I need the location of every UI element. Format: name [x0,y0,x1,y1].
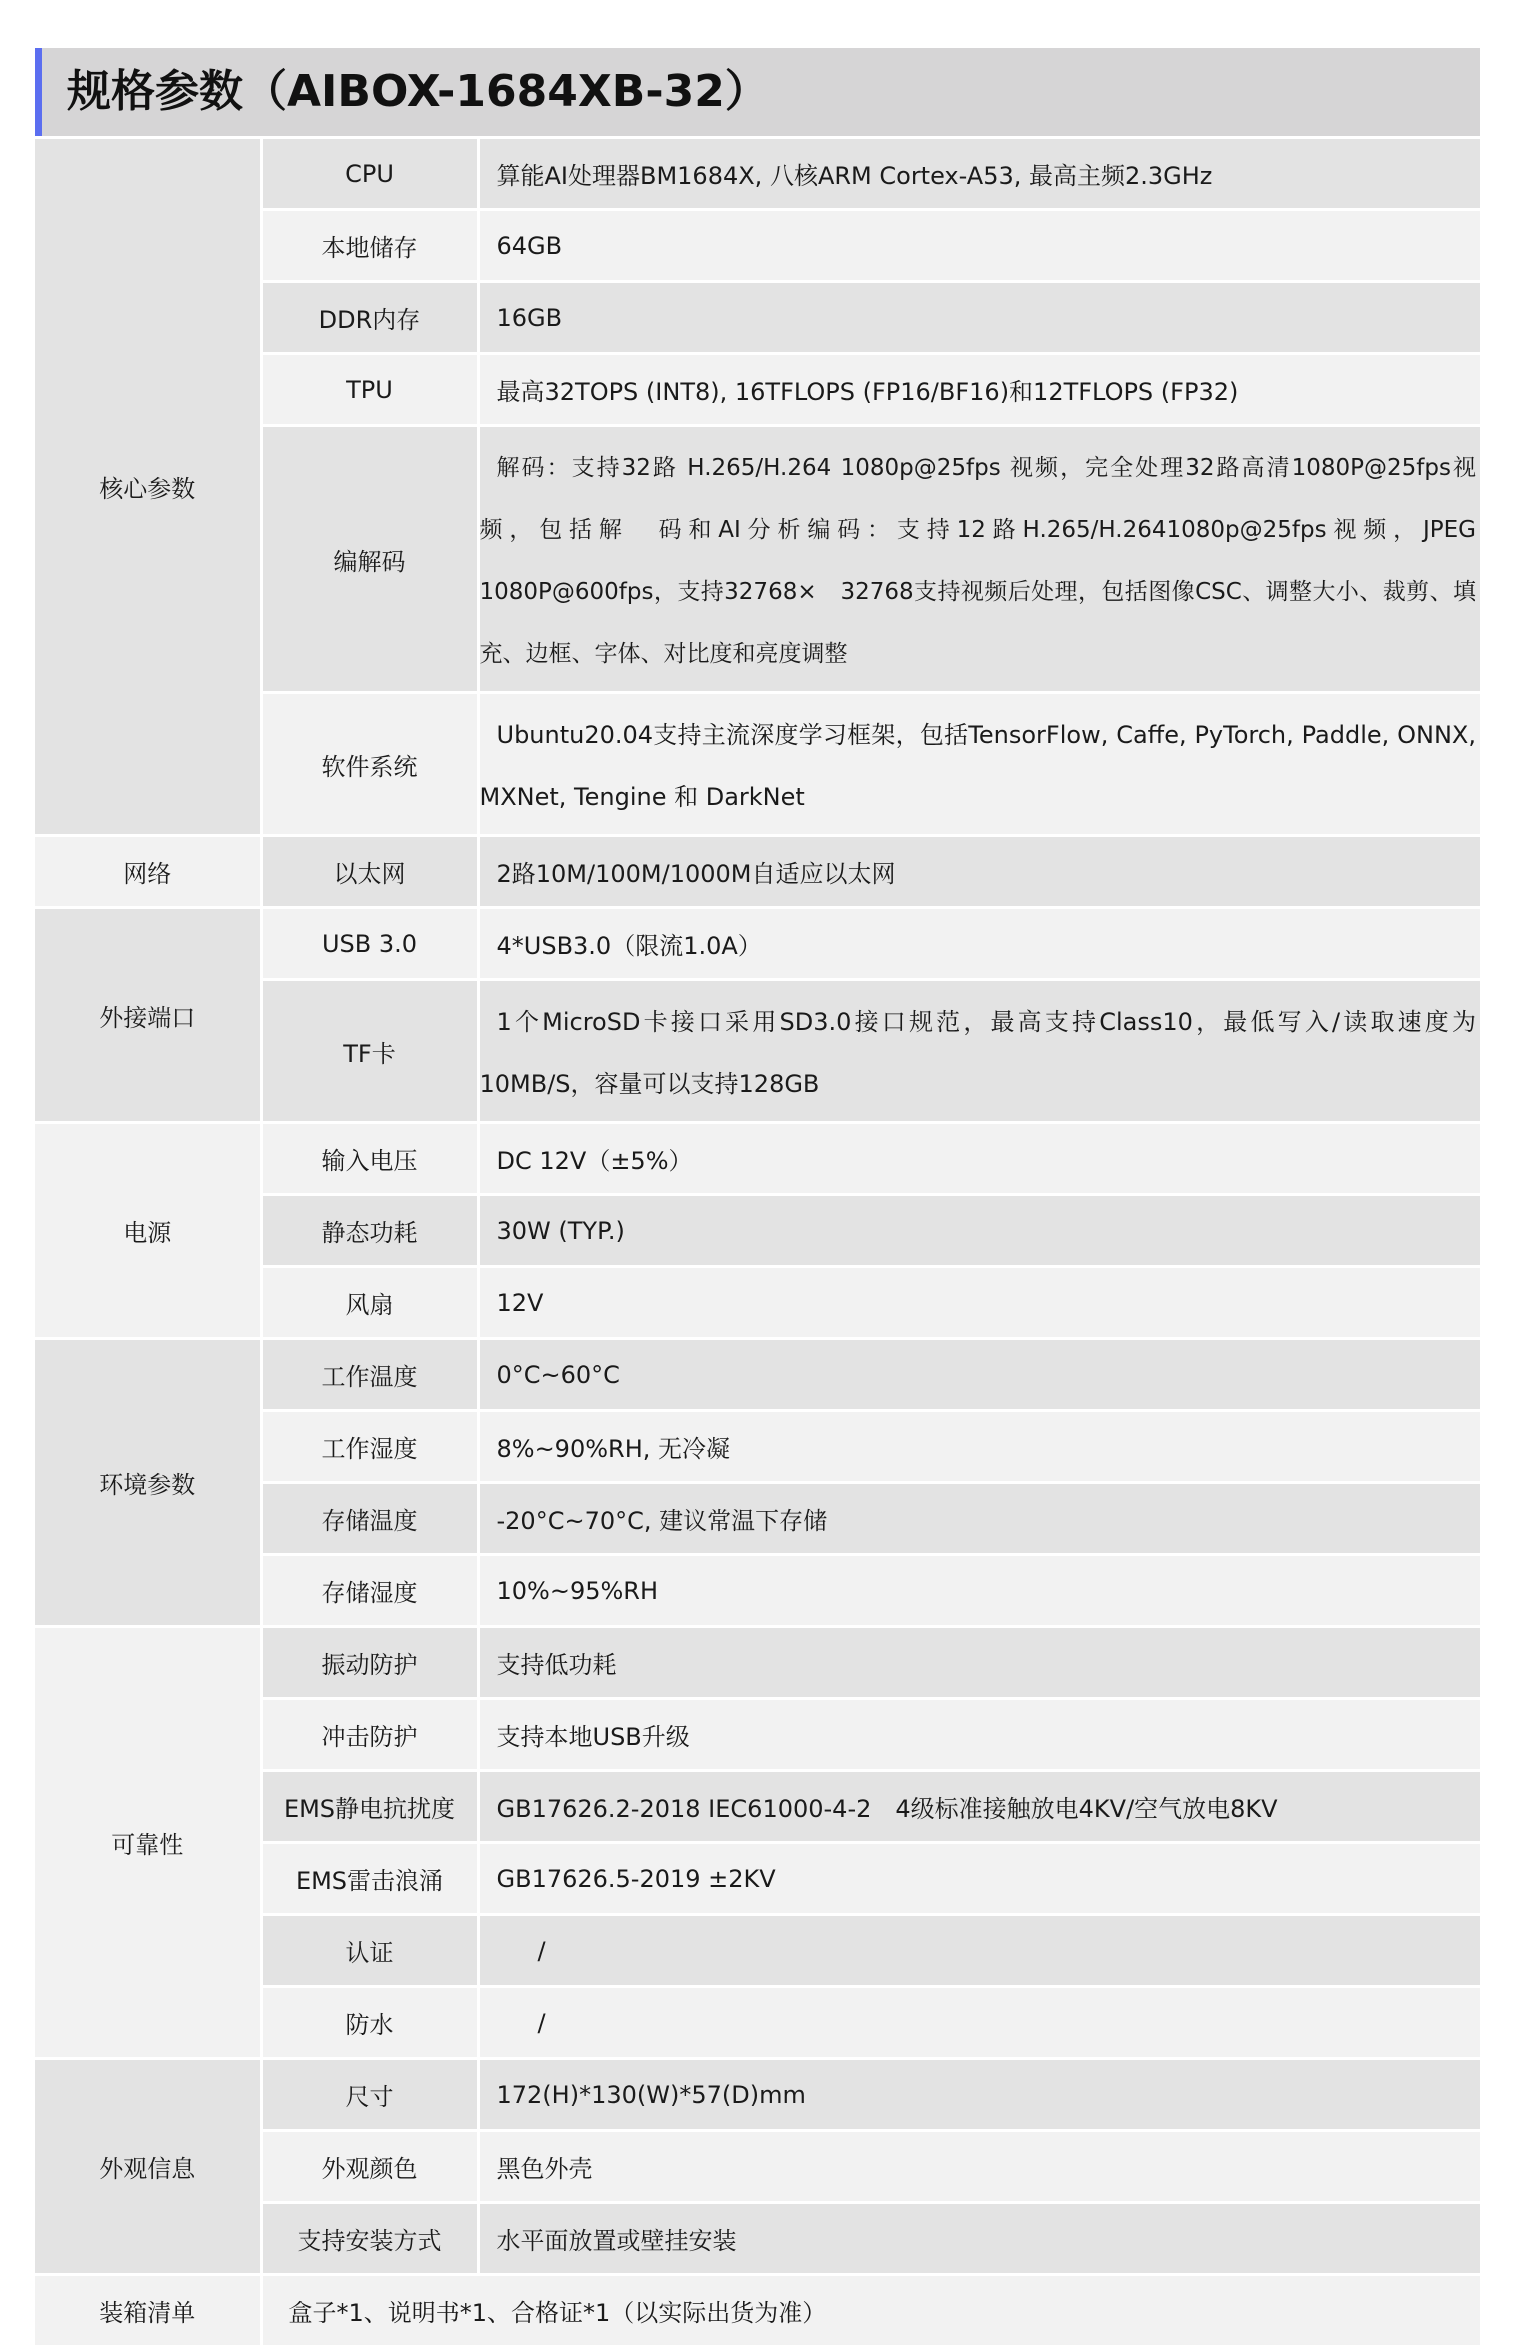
row-value: 支持低功耗 [478,1627,1480,1699]
row-label: 工作温度 [261,1339,478,1411]
row-value: 0°C~60°C [478,1339,1480,1411]
row-value: 1个MicroSD卡接口采用SD3.0接口规范，最高支持Class10，最低写入/读取速度为10MB/S，容量可以支持128GB [478,980,1480,1123]
row-value: DC 12V（±5%） [478,1123,1480,1195]
row-label: 冲击防护 [261,1699,478,1771]
row-label: 防水 [261,1987,478,2059]
row-value: 64GB [478,210,1480,282]
row-value: 12V [478,1267,1480,1339]
row-value: 8%~90%RH, 无冷凝 [478,1411,1480,1483]
row-value: / [478,1915,1480,1987]
row-value: 2路10M/100M/1000M自适应以太网 [478,836,1480,908]
packing-list-value: 盒子*1、说明书*1、合格证*1（以实际出货为准） [261,2275,1480,2347]
row-label: EMS雷击浪涌 [261,1843,478,1915]
row-value: -20°C~70°C, 建议常温下存储 [478,1483,1480,1555]
table-row [35,2059,1480,2131]
row-value: 172(H)*130(W)*57(D)mm [478,2059,1480,2131]
row-label: 工作湿度 [261,1411,478,1483]
row-value: 水平面放置或壁挂安装 [478,2203,1480,2275]
page-title: 规格参数（AIBOX-1684XB-32） [67,66,769,117]
row-label: 支持安装方式 [261,2203,478,2275]
row-value: 黑色外壳 [478,2131,1480,2203]
title-bar [35,48,1480,136]
spec-sheet [35,48,1480,2348]
row-label: 本地储存 [261,210,478,282]
row-label: 输入电压 [261,1123,478,1195]
row-label: 存储温度 [261,1483,478,1555]
row-value: 16GB [478,282,1480,354]
table-row [35,1123,1480,1195]
row-value: GB17626.5-2019 ±2KV [478,1843,1480,1915]
row-label: USB 3.0 [261,908,478,980]
table-row [35,1339,1480,1411]
row-label: 以太网 [261,836,478,908]
row-label: 振动防护 [261,1627,478,1699]
group-label-reliability: 可靠性 [35,1627,261,2059]
row-label: 风扇 [261,1267,478,1339]
row-label: 静态功耗 [261,1195,478,1267]
row-value: 10%~95%RH [478,1555,1480,1627]
table-row [35,836,1480,908]
row-value: 支持本地USB升级 [478,1699,1480,1771]
row-label: CPU [261,139,478,210]
row-label: 认证 [261,1915,478,1987]
row-value: 4*USB3.0（限流1.0A） [478,908,1480,980]
row-label: 尺寸 [261,2059,478,2131]
row-value: 最高32TOPS (INT8), 16TFLOPS (FP16/BF16)和12TFLOPS (FP32) [478,354,1480,426]
group-label-env: 环境参数 [35,1339,261,1627]
group-label-network: 网络 [35,836,261,908]
row-value: GB17626.2-2018 IEC61000-4-2 4级标准接触放电4KV/空气放电8KV [478,1771,1480,1843]
group-label-power: 电源 [35,1123,261,1339]
table-row [35,139,1480,210]
row-value: Ubuntu20.04支持主流深度学习框架，包括TensorFlow, Caffe, PyTorch, Paddle, ONNX, MXNet, Tengine 和 DarkNet [478,693,1480,836]
table-row [35,1627,1480,1699]
row-value: 30W (TYP.) [478,1195,1480,1267]
group-label-ports: 外接端口 [35,908,261,1123]
row-value: 算能AI处理器BM1684X, 八核ARM Cortex-A53, 最高主频2.3GHz [478,139,1480,210]
group-label-appearance: 外观信息 [35,2059,261,2275]
row-label: 编解码 [261,426,478,693]
row-label: 软件系统 [261,693,478,836]
row-label: TPU [261,354,478,426]
row-label: EMS静电抗扰度 [261,1771,478,1843]
spec-table [35,139,1480,2348]
row-label: DDR内存 [261,282,478,354]
row-value: 解码：支持32路 H.265/H.264 1080p@25fps 视频，完全处理32路高清1080P@25fps视频，包括解 码和AI分析编码：支持12路H.265/H.2641080p@25fps视频，JPEG 1080P@600fps，支持32768× 32768支持视频后处理，包括图像CSC、调整大小、裁剪、填充、边框、字体、对比度和亮度调整 [478,426,1480,693]
group-label-packing: 装箱清单 [35,2275,261,2347]
row-label: 外观颜色 [261,2131,478,2203]
row-value: / [478,1987,1480,2059]
row-label: TF卡 [261,980,478,1123]
row-label: 存储湿度 [261,1555,478,1627]
group-label-core: 核心参数 [35,139,261,836]
table-row [35,2275,1480,2347]
table-row [35,908,1480,980]
